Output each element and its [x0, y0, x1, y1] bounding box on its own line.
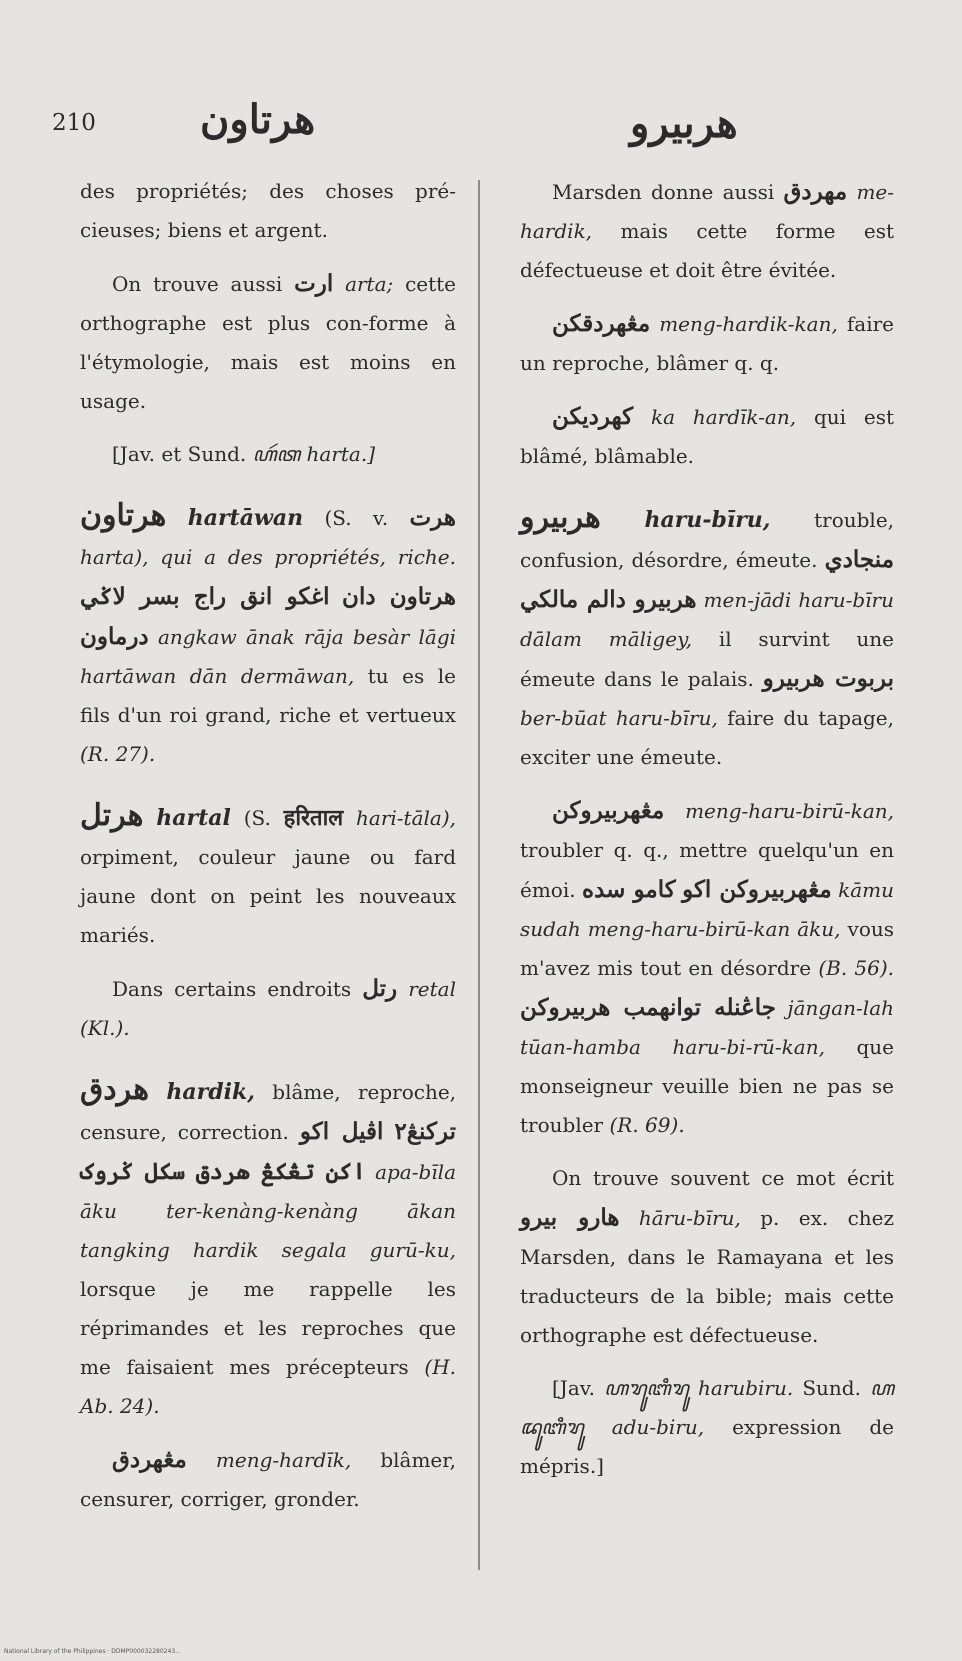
arabic-example: جاڠنله توانهمب هربيروکن [520, 994, 776, 1021]
headword: hartāwan [187, 505, 304, 531]
example-translation: faire du tapage, exciter une émeute. [520, 706, 894, 769]
note-text: mais cette forme est défectueuse et doit être évitée. [520, 219, 895, 282]
definition-text: orpiment, couleur jaune ou fard jaune dont on peint les nouveaux mariés. [80, 845, 456, 947]
definition-text: trouble, confusion, désordre, émeute. [520, 508, 895, 572]
arabic-example: اغكو انق راج بسر لاݢي [80, 583, 330, 610]
note-text: On trouve souvent ce mot écrit [552, 1166, 894, 1190]
entry-harubiru [520, 498, 894, 777]
headword-arabic: هردق [80, 1072, 150, 1107]
note-text: Marsden donne aussi [552, 180, 775, 204]
note-text: expression de mépris.] [520, 1415, 895, 1478]
headword-arabic: هرتاون [80, 498, 167, 533]
transliteration: me-hardik, [520, 180, 894, 243]
etymology: (S. v. [324, 506, 389, 530]
arabic-form: هرت [409, 504, 457, 531]
note-text: [Jav. [552, 1376, 596, 1400]
headword: hardik, [166, 1079, 255, 1105]
variant-note [80, 264, 456, 421]
note-text: [Jav. et Sund. [112, 442, 247, 466]
variant-note [520, 1159, 894, 1355]
subentry-menghardikkan [520, 304, 894, 383]
arabic-form: مڠهردقکن [552, 310, 651, 337]
left-column [80, 172, 456, 1541]
etymology: (S. [243, 806, 271, 830]
example-transliteration: apa-bīla āku ter-kenàng-kenàng ākan tangking hardik segala gurū-ku, [80, 1160, 457, 1262]
arabic-form: هارو بيرو [520, 1204, 620, 1231]
note-text: On trouve aussi [112, 272, 283, 296]
entry-hartawan [80, 496, 456, 774]
scan-footer: National Library of the Philippines · DDMP000032280243... [4, 1648, 181, 1655]
example-transliteration: kāmu sudah meng-haru-birū-kan āku, [520, 878, 894, 941]
sundanese-script: ꦲꦢꦸꦧꦶꦫꦸ [520, 1376, 895, 1439]
column-divider [478, 180, 480, 1570]
subentry-kahardikan [520, 397, 894, 476]
example-translation: il survint une émeute dans le palais. [520, 627, 894, 691]
headword-arabic: هرتل [80, 798, 144, 833]
reference: (Kl.). [80, 1016, 130, 1040]
transliteration: meng-haru-birū-kan, [685, 799, 894, 823]
example-transliteration: ber-būat haru-bīru, [520, 706, 718, 730]
transliteration: ka hardīk-an, [650, 405, 797, 429]
example-translation: que monseigneur veuille bien ne pas se troubler [520, 1035, 895, 1137]
definition-text: blâmer, censurer, corriger, gronder. [80, 1448, 456, 1511]
note-text: Sund. [802, 1376, 861, 1400]
example-transliteration: jāngan-lah tūan-hamba haru-bi-rū-kan, [520, 996, 894, 1059]
transliteration: retal [408, 977, 457, 1001]
transliteration: hari-tāla), [356, 806, 456, 830]
transliteration: arta; [345, 272, 394, 296]
running-head-right: هربيرو [630, 100, 738, 147]
reference: (R. 69). [609, 1113, 685, 1137]
reference: (H. Ab. 24). [80, 1355, 456, 1418]
entry-hartal [80, 796, 456, 955]
arabic-example: منجادي هربيرو دالم مالکي [520, 546, 895, 613]
example-transliteration: men-jādi haru-bīru dālam māligey, [520, 588, 894, 651]
page-header [0, 88, 962, 158]
etymology-note [80, 435, 456, 474]
reference: (B. 56). [818, 956, 895, 980]
arabic-example: مڠهربيروکن اکو [682, 876, 832, 903]
note-text: Dans certains endroits [112, 977, 352, 1001]
arabic-example: ترکنڠ٢ اکن تڠکڠ هردق سکل ݢروک [80, 1118, 456, 1185]
arabic-form: مڠهردق [112, 1446, 187, 1473]
variant-note [80, 969, 456, 1048]
page-number: 210 [52, 110, 96, 136]
example-translation: lorsque je me rappelle les réprimandes et les reproches que me faisaient mes précepteurs [80, 1277, 456, 1379]
example-translation: vous m'avez mis tout en désordre [520, 917, 894, 980]
headword: hartal [156, 805, 231, 831]
transliteration: harta.] [306, 442, 376, 466]
definition-text: faire un reproche, blâmer q. q. [520, 312, 894, 375]
note-text: p. ex. chez Marsden, dans le Ramayana et les traducteurs de la bible; mais cette orthographe est défectueuse. [520, 1206, 895, 1347]
definition-text: blâme, reproche, censure, correction. [80, 1080, 457, 1144]
arabic-form: مڠهربيروکن [552, 797, 665, 824]
arabic-example: اڤيل اکو [299, 1118, 384, 1145]
devanagari-form: हरिताल [283, 805, 344, 831]
definition-text: harta), qui a des propriétés, riche. [80, 545, 456, 569]
subentry-mengharubirukan [520, 791, 894, 1145]
javanese-script: ꦲꦂꦠ [252, 442, 301, 466]
entry-hardik [80, 1070, 456, 1426]
transliteration: adu-biru, [611, 1415, 705, 1439]
etymology-note [520, 1369, 894, 1486]
note-text: cette orthographe est plus con-forme à l'étymologie, mais est moins en usage. [80, 272, 457, 413]
transliteration: meng-hardīk, [215, 1448, 352, 1472]
running-head-left: هرتاون [200, 96, 316, 143]
right-column [520, 172, 894, 1508]
transliteration: meng-hardik-kan, [659, 312, 838, 336]
arabic-form: مهردق [783, 178, 848, 205]
variant-note [520, 172, 894, 290]
definition-text: des propriétés; des choses pré-cieuses; biens et argent. [80, 179, 456, 242]
javanese-script: ꦲꦫꦸꦧꦶꦫꦸ [604, 1376, 689, 1400]
definition-text: troubler q. q., mettre quelqu'un en émoi. [520, 838, 894, 902]
arabic-form: ارت [294, 270, 334, 297]
definition-text: qui est blâmé, blâmable. [520, 405, 894, 468]
example-translation: tu es le fils d'un roi grand, riche et vertueux [80, 664, 457, 727]
subentry-menghardik [80, 1440, 456, 1519]
reference: (R. 27). [80, 742, 156, 766]
arabic-form: کهرديکن [552, 403, 634, 430]
continued-definition [80, 172, 456, 250]
transliteration: harubiru. [697, 1376, 794, 1400]
arabic-example: هرتاون دان درماون [80, 583, 456, 650]
headword: haru-bīru, [644, 507, 771, 533]
example-transliteration: angkaw ānak rāja besàr lāgi hartāwan dān dermāwan, [80, 625, 457, 688]
arabic-example: کامو سده [582, 876, 676, 903]
headword-arabic: هربيرو [520, 500, 601, 535]
arabic-example: بربوت هربيرو [762, 665, 895, 692]
transliteration: hāru-bīru, [638, 1206, 741, 1230]
arabic-form: رتل [362, 975, 398, 1002]
